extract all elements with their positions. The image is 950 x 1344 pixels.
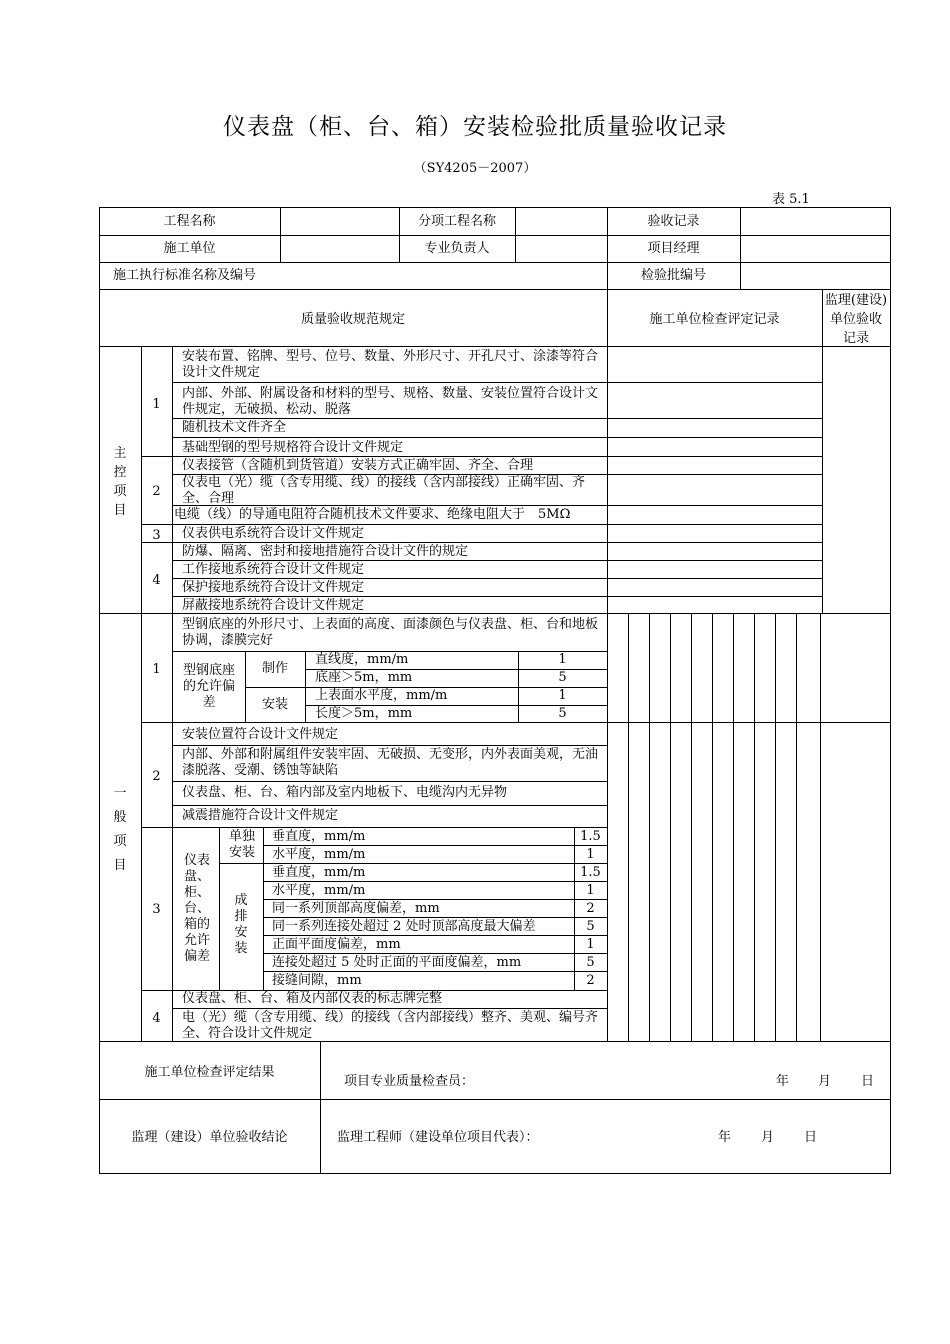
spec-item: 仪表供电系统符合设计文件规定 (182, 526, 365, 541)
date-day: 日 (861, 1074, 875, 1089)
inspector-label: 项目专业质量检查员： (344, 1074, 475, 1089)
contractor-result-label: 施工单位检查评定结果 (144, 1065, 275, 1080)
cabinet-deviation-label: 仪表盘、柜、台、箱的允许偏差 (183, 853, 210, 964)
spec-item: 随机技术文件齐全 (182, 420, 287, 435)
contractor-column-head: 施工单位检查评定记录 (649, 312, 780, 327)
tolerance-value: 1 (558, 652, 567, 667)
spec-item: 仪表盘、柜、台、箱及内部仪表的标志牌完整 (182, 991, 443, 1006)
spec-item: 防爆、隔离、密封和接地措施符合设计文件的规定 (182, 544, 469, 559)
spec-item: 电缆（线）的导通电阻符合随机技术文件要求、绝缘电阻大于 5MΩ (174, 507, 571, 522)
main-label-char: 项 (113, 484, 127, 499)
group-number: 4 (152, 573, 161, 588)
page-title: 仪表盘（柜、台、箱）安装检验批质量验收记录 (223, 114, 727, 140)
tolerance-item: 接缝间隙，mm (272, 973, 362, 988)
tolerance-value: 1 (586, 937, 595, 952)
main-label-char: 主 (113, 446, 127, 461)
date-year: 年 (776, 1074, 790, 1089)
group-number: 2 (152, 769, 161, 784)
supervisor-column-head-2: 单位验收 (829, 312, 882, 327)
spec-item: 电（光）缆（含专用缆、线）的接线（含内部接线）整齐、美观、编号齐全、符合设计文件规定 (182, 1010, 599, 1041)
group-number: 2 (152, 484, 161, 499)
spec-item: 基础型钢的型号规格符合设计文件规定 (182, 440, 404, 455)
tolerance-item: 正面平面度偏差，mm (272, 937, 401, 952)
tolerance-value: 5 (586, 955, 595, 970)
acceptance-record-label: 验收记录 (647, 214, 700, 229)
tolerance-item: 垂直度，mm/m (272, 865, 366, 880)
tolerance-value: 5 (558, 670, 567, 685)
tolerance-item: 垂直度，mm/m (272, 829, 366, 844)
tolerance-value: 1 (586, 883, 595, 898)
spec-item: 内部、外部、附属设备和材料的型号、规格、数量、安装位置符合设计文件规定，无破损、松动、脱落 (182, 386, 599, 417)
tolerance-item: 底座＞5m，mm (315, 670, 413, 685)
standard-code: （SY4205－2007） (413, 161, 537, 176)
spec-item: 仪表电（光）缆（含专用缆、线）的接线（含内部接线）正确牢固、齐全、合理 (182, 475, 586, 506)
tolerance-value: 2 (586, 973, 595, 988)
general-label-char: 目 (113, 858, 127, 873)
tolerance-item: 同一系列连接处超过 2 处时顶部高度最大偏差 (272, 919, 536, 934)
general-label-char: 一 (113, 786, 127, 801)
spec-item: 仪表接管（含随机到货管道）安装方式正确牢固、齐全、合理 (182, 458, 534, 473)
tolerance-item: 水平度，mm/m (272, 883, 366, 898)
supervisor-column-head-1: 监理(建设) (824, 293, 888, 308)
construction-unit-label: 施工单位 (163, 241, 216, 256)
group-number: 1 (152, 662, 161, 677)
tolerance-item: 水平度，mm/m (272, 847, 366, 862)
spec-item: 工作接地系统符合设计文件规定 (182, 562, 365, 577)
project-manager-label: 项目经理 (647, 241, 700, 256)
tolerance-value: 1.5 (580, 829, 601, 844)
date-year: 年 (718, 1130, 732, 1145)
specialty-leader-label: 专业负责人 (424, 241, 490, 256)
spec-item: 屏蔽接地系统符合设计文件规定 (182, 598, 365, 613)
batch-no-label: 检验批编号 (640, 268, 706, 283)
tolerance-value: 5 (558, 706, 567, 721)
tolerance-item: 上表面水平度，mm/m (315, 688, 448, 703)
supervisor-column-head-3: 记录 (842, 331, 869, 346)
spec-item: 保护接地系统符合设计文件规定 (182, 580, 365, 595)
tolerance-value: 5 (586, 919, 595, 934)
tolerance-value: 1.5 (580, 865, 601, 880)
project-name-label: 工程名称 (163, 214, 216, 229)
row-install-label: 成排安装 (234, 893, 248, 956)
group-number: 3 (152, 528, 161, 543)
standard-name-label: 施工执行标准名称及编号 (113, 268, 257, 283)
tolerance-item: 连接处超过 5 处时正面的平面度偏差，mm (272, 955, 522, 970)
date-month: 月 (818, 1074, 832, 1089)
tolerance-item: 长度＞5m，mm (315, 706, 413, 721)
base-deviation-label: 型钢底座的允许偏差 (183, 663, 236, 710)
spec-item: 内部、外部和附属组件安装牢固、无破损、无变形，内外表面美观，无油漆脱落、受潮、锈蚀等缺陷 (182, 747, 599, 778)
supervisor-conclusion-label: 监理（建设）单位验收结论 (131, 1130, 288, 1145)
spec-item: 减震措施符合设计文件规定 (182, 808, 339, 823)
group-number: 4 (152, 1011, 161, 1026)
tolerance-value: 2 (586, 901, 595, 916)
spec-item: 型钢底座的外形尺寸、上表面的高度、面漆颜色与仪表盘、柜、台和地板协调，漆膜完好 (182, 617, 599, 648)
main-label-char: 控 (113, 465, 127, 480)
date-day: 日 (804, 1130, 818, 1145)
single-install-label: 单独安装 (228, 829, 255, 860)
spec-item: 安装布置、铭牌、型号、位号、数量、外形尺寸、开孔尺寸、涂漆等符合设计文件规定 (182, 349, 599, 380)
tolerance-item: 直线度，mm/m (315, 652, 409, 667)
install-label: 安装 (261, 697, 288, 712)
main-label-char: 目 (113, 503, 127, 518)
group-number: 3 (152, 902, 161, 917)
tolerance-item: 同一系列顶部高度偏差，mm (272, 901, 440, 916)
spec-item: 安装位置符合设计文件规定 (182, 727, 339, 742)
sub-project-label: 分项工程名称 (417, 214, 496, 229)
make-label: 制作 (261, 661, 288, 676)
supervisor-engineer-label: 监理工程师（建设单位项目代表）： (337, 1130, 539, 1145)
date-month: 月 (761, 1130, 775, 1145)
spec-column-head: 质量验收规范规定 (300, 312, 405, 327)
table-number: 表 5.1 (772, 192, 810, 207)
tolerance-value: 1 (558, 688, 567, 703)
general-label-char: 项 (113, 834, 127, 849)
tolerance-value: 1 (586, 847, 595, 862)
group-number: 1 (152, 397, 161, 412)
spec-item: 仪表盘、柜、台、箱内部及室内地板下、电缆沟内无异物 (182, 785, 508, 800)
general-label-char: 般 (113, 810, 127, 825)
